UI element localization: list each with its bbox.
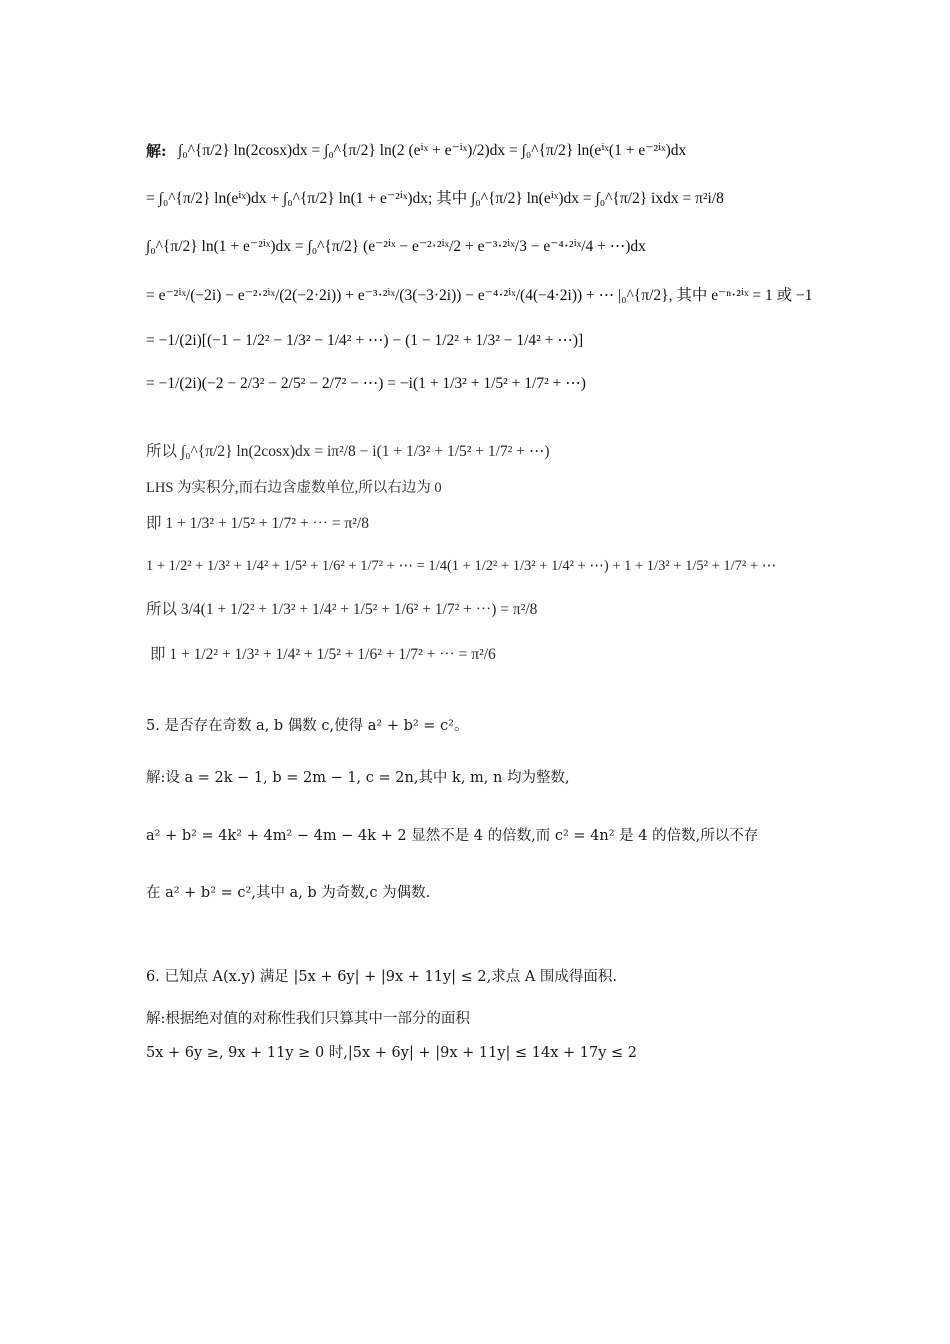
- conclusion-line-3: 即 1 + 1/3² + 1/5² + 1/7² + ⋯ = π²/8: [146, 515, 369, 532]
- problem-6-solution-line-1: 解:根据绝对值的对称性我们只算其中一部分的面积: [146, 1011, 470, 1027]
- derivation-line-6: = −1/(2i)(−2 − 2/3² − 2/5² − 2/7² − ⋯) = −i(1 + 1/3² + 1/5² + 1/7² + ⋯): [146, 375, 586, 392]
- derivation-line-5: = −1/(2i)[(−1 − 1/2² − 1/3² − 1/4² + ⋯) − (1 − 1/2² + 1/3² − 1/4² + ⋯)]: [146, 332, 584, 349]
- conclusion-line-5: 所以 3/4(1 + 1/2² + 1/3² + 1/4² + 1/5² + 1/6² + 1/7² + ⋯) = π²/8: [146, 601, 538, 618]
- conclusion-line-1: 所以 ∫₀^{π/2} ln(2cosx)dx = iπ²/8 − i(1 + 1/3² + 1/5² + 1/7² + ⋯): [146, 443, 550, 460]
- problem-6-question: 6. 已知点 A(x.y) 满足 |5x + 6y| + |9x + 11y| ≤ 2,求点 A 围成得面积.: [146, 969, 618, 985]
- conclusion-line-6: 即 1 + 1/2² + 1/3² + 1/4² + 1/5² + 1/6² + 1/7² + ⋯ = π²/6: [150, 646, 496, 663]
- derivation-line-4: = e⁻²ⁱˣ/(−2i) − e⁻²·²ⁱˣ/(2(−2·2i)) + e⁻³·²ⁱˣ/(3(−3·2i)) − e⁻⁴·²ⁱˣ/(4(−4·2i)) + ⋯ |₀^{π/2}, 其中 e⁻ⁿ·²ⁱˣ = 1 或 −1: [146, 287, 813, 304]
- derivation-line-1: ∫₀^{π/2} ln(2cosx)dx = ∫₀^{π/2} ln(2 (eⁱˣ + e⁻ⁱˣ)/2)dx = ∫₀^{π/2} ln(eⁱˣ(1 + e⁻²ⁱˣ)dx: [178, 142, 687, 159]
- problem-5-solution-line-1: 解:设 a = 2k − 1, b = 2m − 1, c = 2n,其中 k, m, n 均为整数,: [146, 770, 570, 786]
- problem-5-solution-line-3: 在 a² + b² = c²,其中 a, b 为奇数,c 为偶数.: [146, 885, 431, 901]
- derivation-line-3: ∫₀^{π/2} ln(1 + e⁻²ⁱˣ)dx = ∫₀^{π/2} (e⁻²ⁱˣ − e⁻²·²ⁱˣ/2 + e⁻³·²ⁱˣ/3 − e⁻⁴·²ⁱˣ/4 + ⋯)dx: [146, 238, 646, 255]
- conclusion-line-2: LHS 为实积分,而右边含虚数单位,所以右边为 0: [146, 480, 442, 496]
- problem-6-solution-line-2: 5x + 6y ≥, 9x + 11y ≥ 0 时,|5x + 6y| + |9x + 11y| ≤ 14x + 17y ≤ 2: [146, 1045, 637, 1061]
- conclusion-line-4: 1 + 1/2² + 1/3² + 1/4² + 1/5² + 1/6² + 1/7² + ⋯ = 1/4(1 + 1/2² + 1/3² + 1/4² + ⋯) + 1 + 1/3² + 1/5² + 1/7² + ⋯: [146, 558, 777, 574]
- solution-label: 解:: [146, 142, 167, 160]
- derivation-line-2: = ∫₀^{π/2} ln(eⁱˣ)dx + ∫₀^{π/2} ln(1 + e⁻²ⁱˣ)dx; 其中 ∫₀^{π/2} ln(eⁱˣ)dx = ∫₀^{π/2} ixdx = π²i/8: [146, 190, 724, 207]
- problem-5-solution-line-2: a² + b² = 4k² + 4m² − 4m − 4k + 2 显然不是 4 的倍数,而 c² = 4n² 是 4 的倍数,所以不存: [146, 828, 759, 844]
- problem-5-question: 5. 是否存在奇数 a, b 偶数 c,使得 a² + b² = c²。: [146, 718, 469, 734]
